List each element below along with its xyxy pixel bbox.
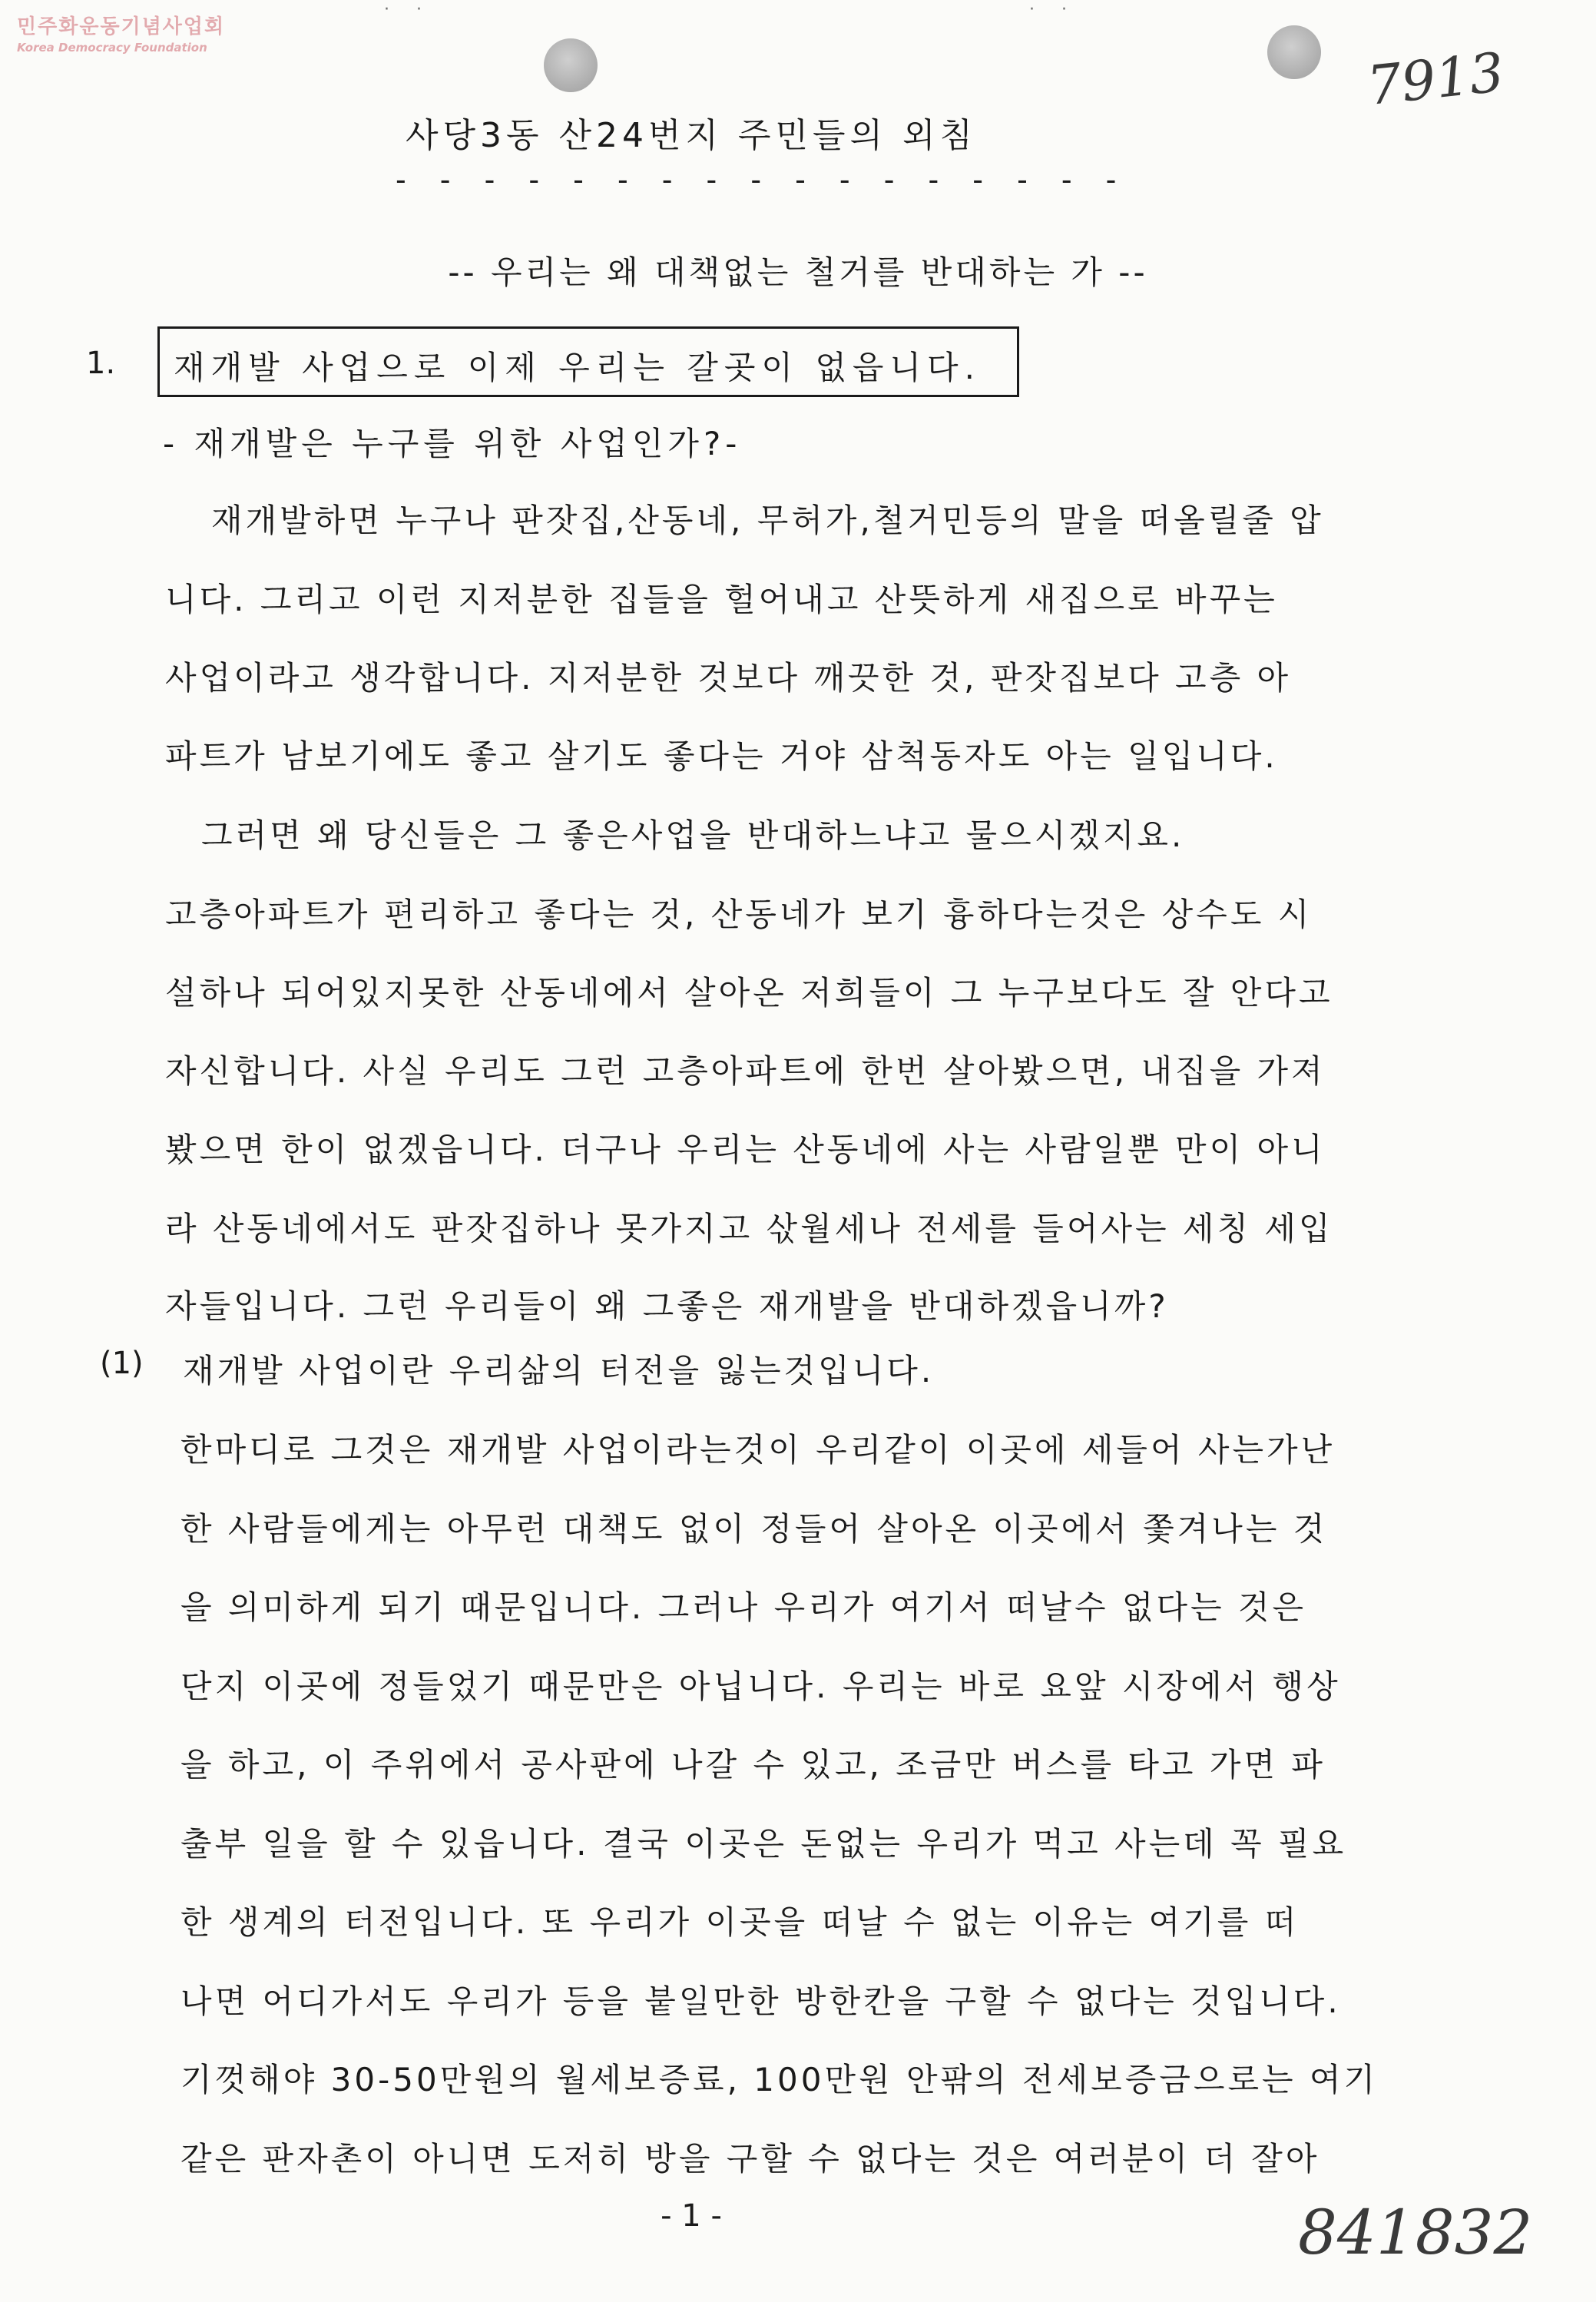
- speck-marks: · ·: [1029, 0, 1078, 19]
- paragraph-line: 파트가 남보기에도 좋고 살기도 좋다는 거야 삼척동자도 아는 일입니다.: [165, 737, 1278, 775]
- item-line: 한마디로 그것은 재개발 사업이라는것이 우리같이 이곳에 세들어 사는가난: [180, 1431, 1336, 1469]
- item-heading: 재개발 사업이란 우리삶의 터전을 잃는것입니다.: [183, 1352, 935, 1389]
- item-line: 을 하고, 이 주위에서 공사판에 나갈 수 있고, 조금만 버스를 타고 가면 파: [180, 1746, 1326, 1784]
- handwritten-bottom-number: 841832: [1298, 2197, 1533, 2268]
- watermark-english: Korea Democracy Foundation: [17, 41, 207, 55]
- paragraph-line: 봤으면 한이 없겠읍니다. 더구나 우리는 산동네에 사는 사람일뿐 만이 아니: [165, 1131, 1326, 1168]
- handwritten-top-number: 7913: [1364, 40, 1507, 118]
- section-question: - 재개발은 누구를 위한 사업인가?-: [163, 425, 742, 462]
- paragraph-line: 설하나 되어있지못한 산동네에서 살아온 저희들이 그 누구보다도 잘 안다고: [165, 974, 1333, 1012]
- punch-hole: [1267, 25, 1321, 79]
- speck-marks: · ·: [384, 0, 432, 19]
- watermark: [17, 11, 225, 55]
- item-line: 한 생계의 터전입니다. 또 우리가 이곳을 떠날 수 없는 이유는 여기를 떠: [180, 1903, 1300, 1941]
- paragraph-line: 자신합니다. 사실 우리도 그런 고층아파트에 한번 살아봤으면, 내집을 가져: [165, 1052, 1326, 1090]
- item-line: 기껏해야 30-50만원의 월세보증료, 100만원 안팎의 전세보증금으로는 여기: [180, 2061, 1379, 2098]
- paragraph-line: 재개발하면 누구나 판잣집,산동네, 무허가,철거민등의 말을 떠올릴줄 압: [211, 502, 1324, 539]
- section-number: 1.: [86, 346, 116, 381]
- item-line: 출부 일을 할 수 있읍니다. 결국 이곳은 돈없는 우리가 먹고 사는데 꼭 필요: [180, 1825, 1347, 1863]
- punch-hole: [544, 38, 598, 92]
- page-number: - 1 -: [661, 2198, 722, 2234]
- paragraph-line: 니다. 그리고 이런 지저분한 집들을 헐어내고 산뜻하게 새집으로 바꾸는: [165, 581, 1278, 618]
- item-line: 같은 판자촌이 아니면 도저히 방을 구할 수 없다는 것은 여러분이 더 잘아: [180, 2140, 1320, 2178]
- paragraph-line: 라 산동네에서도 판잣집하나 못가지고 삯월세나 전세를 들어사는 세칭 세입: [165, 1210, 1333, 1247]
- section-heading-box: 재개발 사업으로 이제 우리는 갈곳이 없읍니다.: [157, 326, 1019, 397]
- item-line: 단지 이곳에 정들었기 때문만은 아닙니다. 우리는 바로 요앞 시장에서 행상: [180, 1668, 1341, 1705]
- item-number: (1): [100, 1346, 144, 1381]
- paragraph-line: 고층아파트가 편리하고 좋다는 것, 산동네가 보기 흉하다는것은 상수도 시: [165, 896, 1313, 933]
- paragraph-line: 사업이라고 생각합니다. 지저분한 것보다 깨끗한 것, 판잣집보다 고층 아: [165, 659, 1292, 697]
- item-line: 한 사람들에게는 아무런 대책도 없이 정들어 살아온 이곳에서 쫓겨나는 것: [180, 1510, 1328, 1548]
- item-line: 나면 어디가서도 우리가 등을 붙일만한 방한칸을 구할 수 없다는 것입니다.: [180, 1982, 1341, 2020]
- paragraph-line: 그러면 왜 당신들은 그 좋은사업을 반대하느냐고 물으시겠지요.: [201, 816, 1185, 854]
- item-line: 을 의미하게 되기 때문입니다. 그러나 우리가 여기서 떠날수 없다는 것은: [180, 1588, 1307, 1626]
- document-title: 사당3동 산24번지 주민들의 외침: [406, 116, 977, 155]
- paragraph-line: 자들입니다. 그런 우리들이 왜 그좋은 재개발을 반대하겠읍니까?: [165, 1287, 1169, 1325]
- title-underline: - - - - - - - - - - - - - - - - -: [396, 163, 1129, 197]
- document-subtitle: -- 우리는 왜 대책없는 철거를 반대하는 가 --: [448, 253, 1148, 291]
- watermark-korean: 민주화운동기념사업회: [17, 15, 226, 38]
